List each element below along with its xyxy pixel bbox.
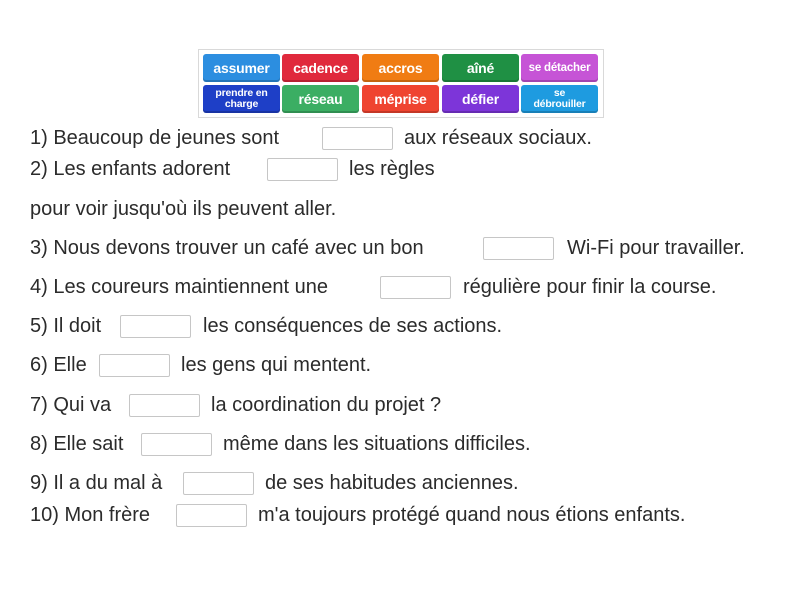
sentence-8-end: même dans les situations difficiles. (223, 433, 531, 455)
sentence-4-start: 4) Les coureurs maintiennent une (30, 276, 328, 298)
sentence-9-end: de ses habitudes anciennes. (265, 472, 519, 494)
sentence-2-continuation: pour voir jusqu'où ils peuvent aller. (30, 198, 337, 220)
sentence-3-end: Wi-Fi pour travailler. (567, 237, 745, 259)
word-tile-label: se débrouiller (533, 87, 586, 110)
word-tile-defier[interactable]: défier (442, 85, 519, 113)
word-tile-se-detacher[interactable]: se détacher (521, 54, 598, 82)
word-tile-aine[interactable]: aîné (442, 54, 519, 82)
sentence-5-end: les conséquences de ses actions. (203, 315, 503, 337)
sentence-2-end: les règles (349, 158, 435, 180)
sentence-8-start: 8) Elle sait (30, 433, 124, 455)
sentence-7-end: la coordination du projet ? (211, 394, 442, 416)
sentence-6-end: les gens qui mentent. (181, 354, 372, 376)
word-tile-accros[interactable]: accros (362, 54, 439, 82)
sentence-9-start: 9) Il a du mal à (30, 472, 163, 494)
word-tile-se-debrouiller[interactable] (521, 85, 598, 113)
answer-blank-10[interactable] (176, 504, 247, 527)
answer-blank-6[interactable] (99, 354, 170, 377)
sentence-4-end: régulière pour finir la course. (463, 276, 717, 298)
sentence-6-start: 6) Elle (30, 354, 87, 376)
word-bank (198, 49, 604, 118)
word-tile-meprise[interactable]: méprise (362, 85, 439, 113)
answer-blank-4[interactable] (380, 276, 451, 299)
answer-blank-5[interactable] (120, 315, 191, 338)
sentence-10-start: 10) Mon frère (30, 504, 151, 526)
sentence-1-end: aux réseaux sociaux. (404, 127, 592, 149)
answer-blank-8[interactable] (141, 433, 212, 456)
word-tile-cadence[interactable]: cadence (282, 54, 359, 82)
sentence-1-start: 1) Beaucoup de jeunes sont (30, 127, 280, 149)
answer-blank-7[interactable] (129, 394, 200, 417)
word-tile-reseau[interactable]: réseau (282, 85, 359, 113)
answer-blank-9[interactable] (183, 472, 254, 495)
sentence-2-start: 2) Les enfants adorent (30, 158, 231, 180)
answer-blank-2[interactable] (267, 158, 338, 181)
sentence-5-start: 5) Il doit (30, 315, 102, 337)
answer-blank-1[interactable] (322, 127, 393, 150)
sentence-10-end: m'a toujours protégé quand nous étions enfants. (258, 504, 686, 526)
sentence-7-start: 7) Qui va (30, 394, 112, 416)
word-tile-assumer[interactable]: assumer (203, 54, 280, 82)
word-tile-label: prendre en charge (215, 87, 268, 110)
sentence-3-start: 3) Nous devons trouver un café avec un bon (30, 237, 424, 259)
answer-blank-3[interactable] (483, 237, 554, 260)
word-tile-prendre-en-charge[interactable] (203, 85, 280, 113)
